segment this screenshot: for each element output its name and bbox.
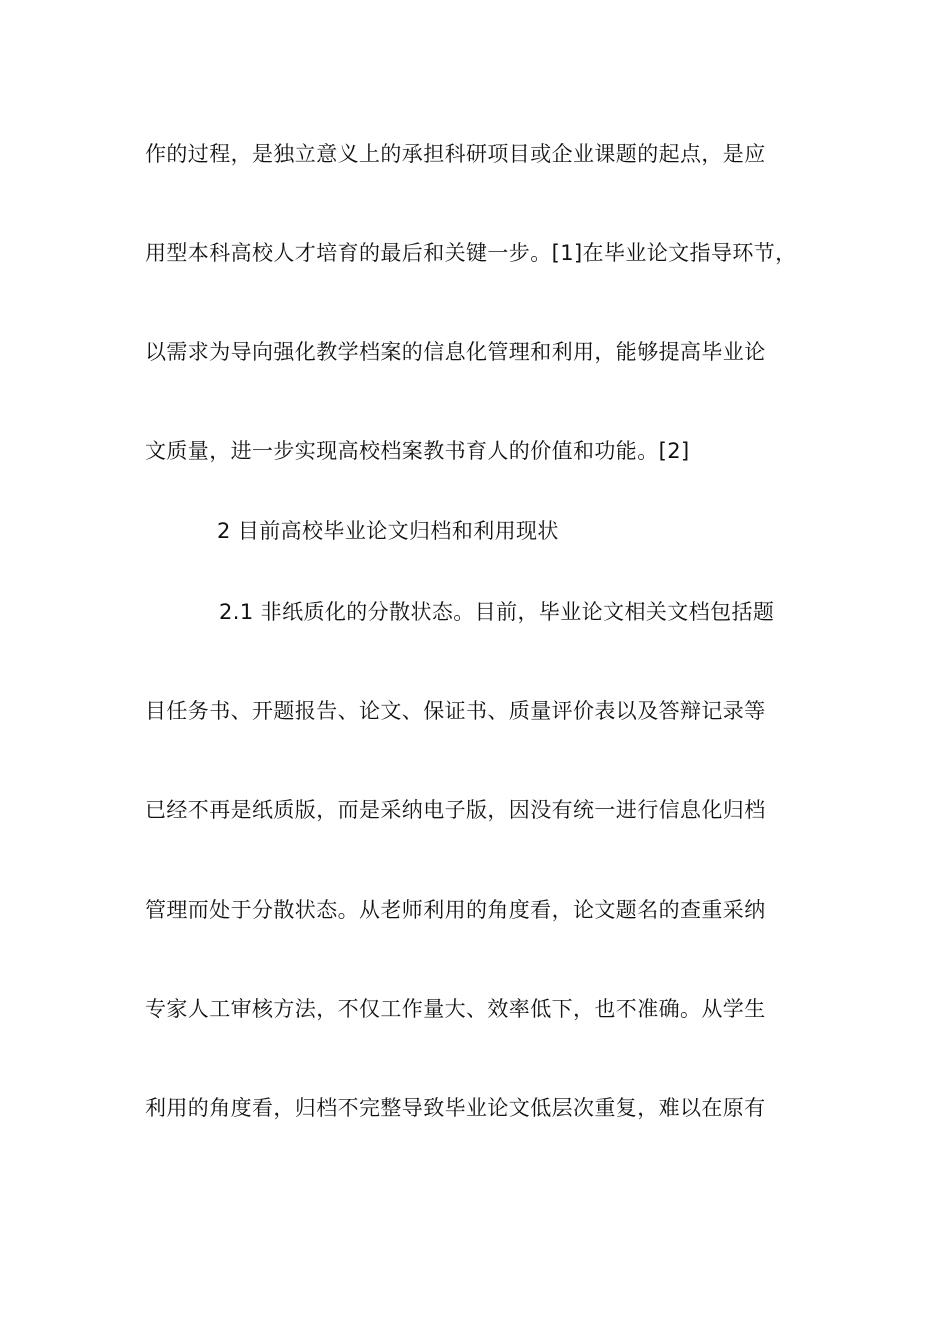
body-line: 以需求为导向强化教学档案的信息化管理和利用，能够提高毕业论: [145, 340, 766, 364]
body-line: 已经不再是纸质版，而是采纳电子版，因没有统一进行信息化归档: [145, 798, 766, 822]
body-line: 用型本科高校人才培育的最后和关键一步。[1]在毕业论文指导环节，: [145, 241, 797, 265]
body-line: 目任务书、开题报告、论文、保证书、质量评价表以及答辩记录等: [145, 699, 766, 723]
subsection-paragraph-start: 2.1 非纸质化的分散状态。目前，毕业论文相关文档包括题: [219, 600, 775, 624]
body-line: 利用的角度看，归档不完整导致毕业论文低层次重复，难以在原有: [145, 1096, 766, 1120]
body-line: 作的过程，是独立意义上的承担科研项目或企业课题的起点，是应: [145, 142, 766, 166]
body-line: 专家人工审核方法，不仅工作量大、效率低下，也不准确。从学生: [145, 997, 766, 1021]
section-heading: 2 目前高校毕业论文归档和利用现状: [217, 519, 559, 543]
body-line: 管理而处于分散状态。从老师利用的角度看，论文题名的查重采纳: [145, 898, 766, 922]
body-line: 文质量，进一步实现高校档案教书育人的价值和功能。[2]: [145, 439, 690, 463]
